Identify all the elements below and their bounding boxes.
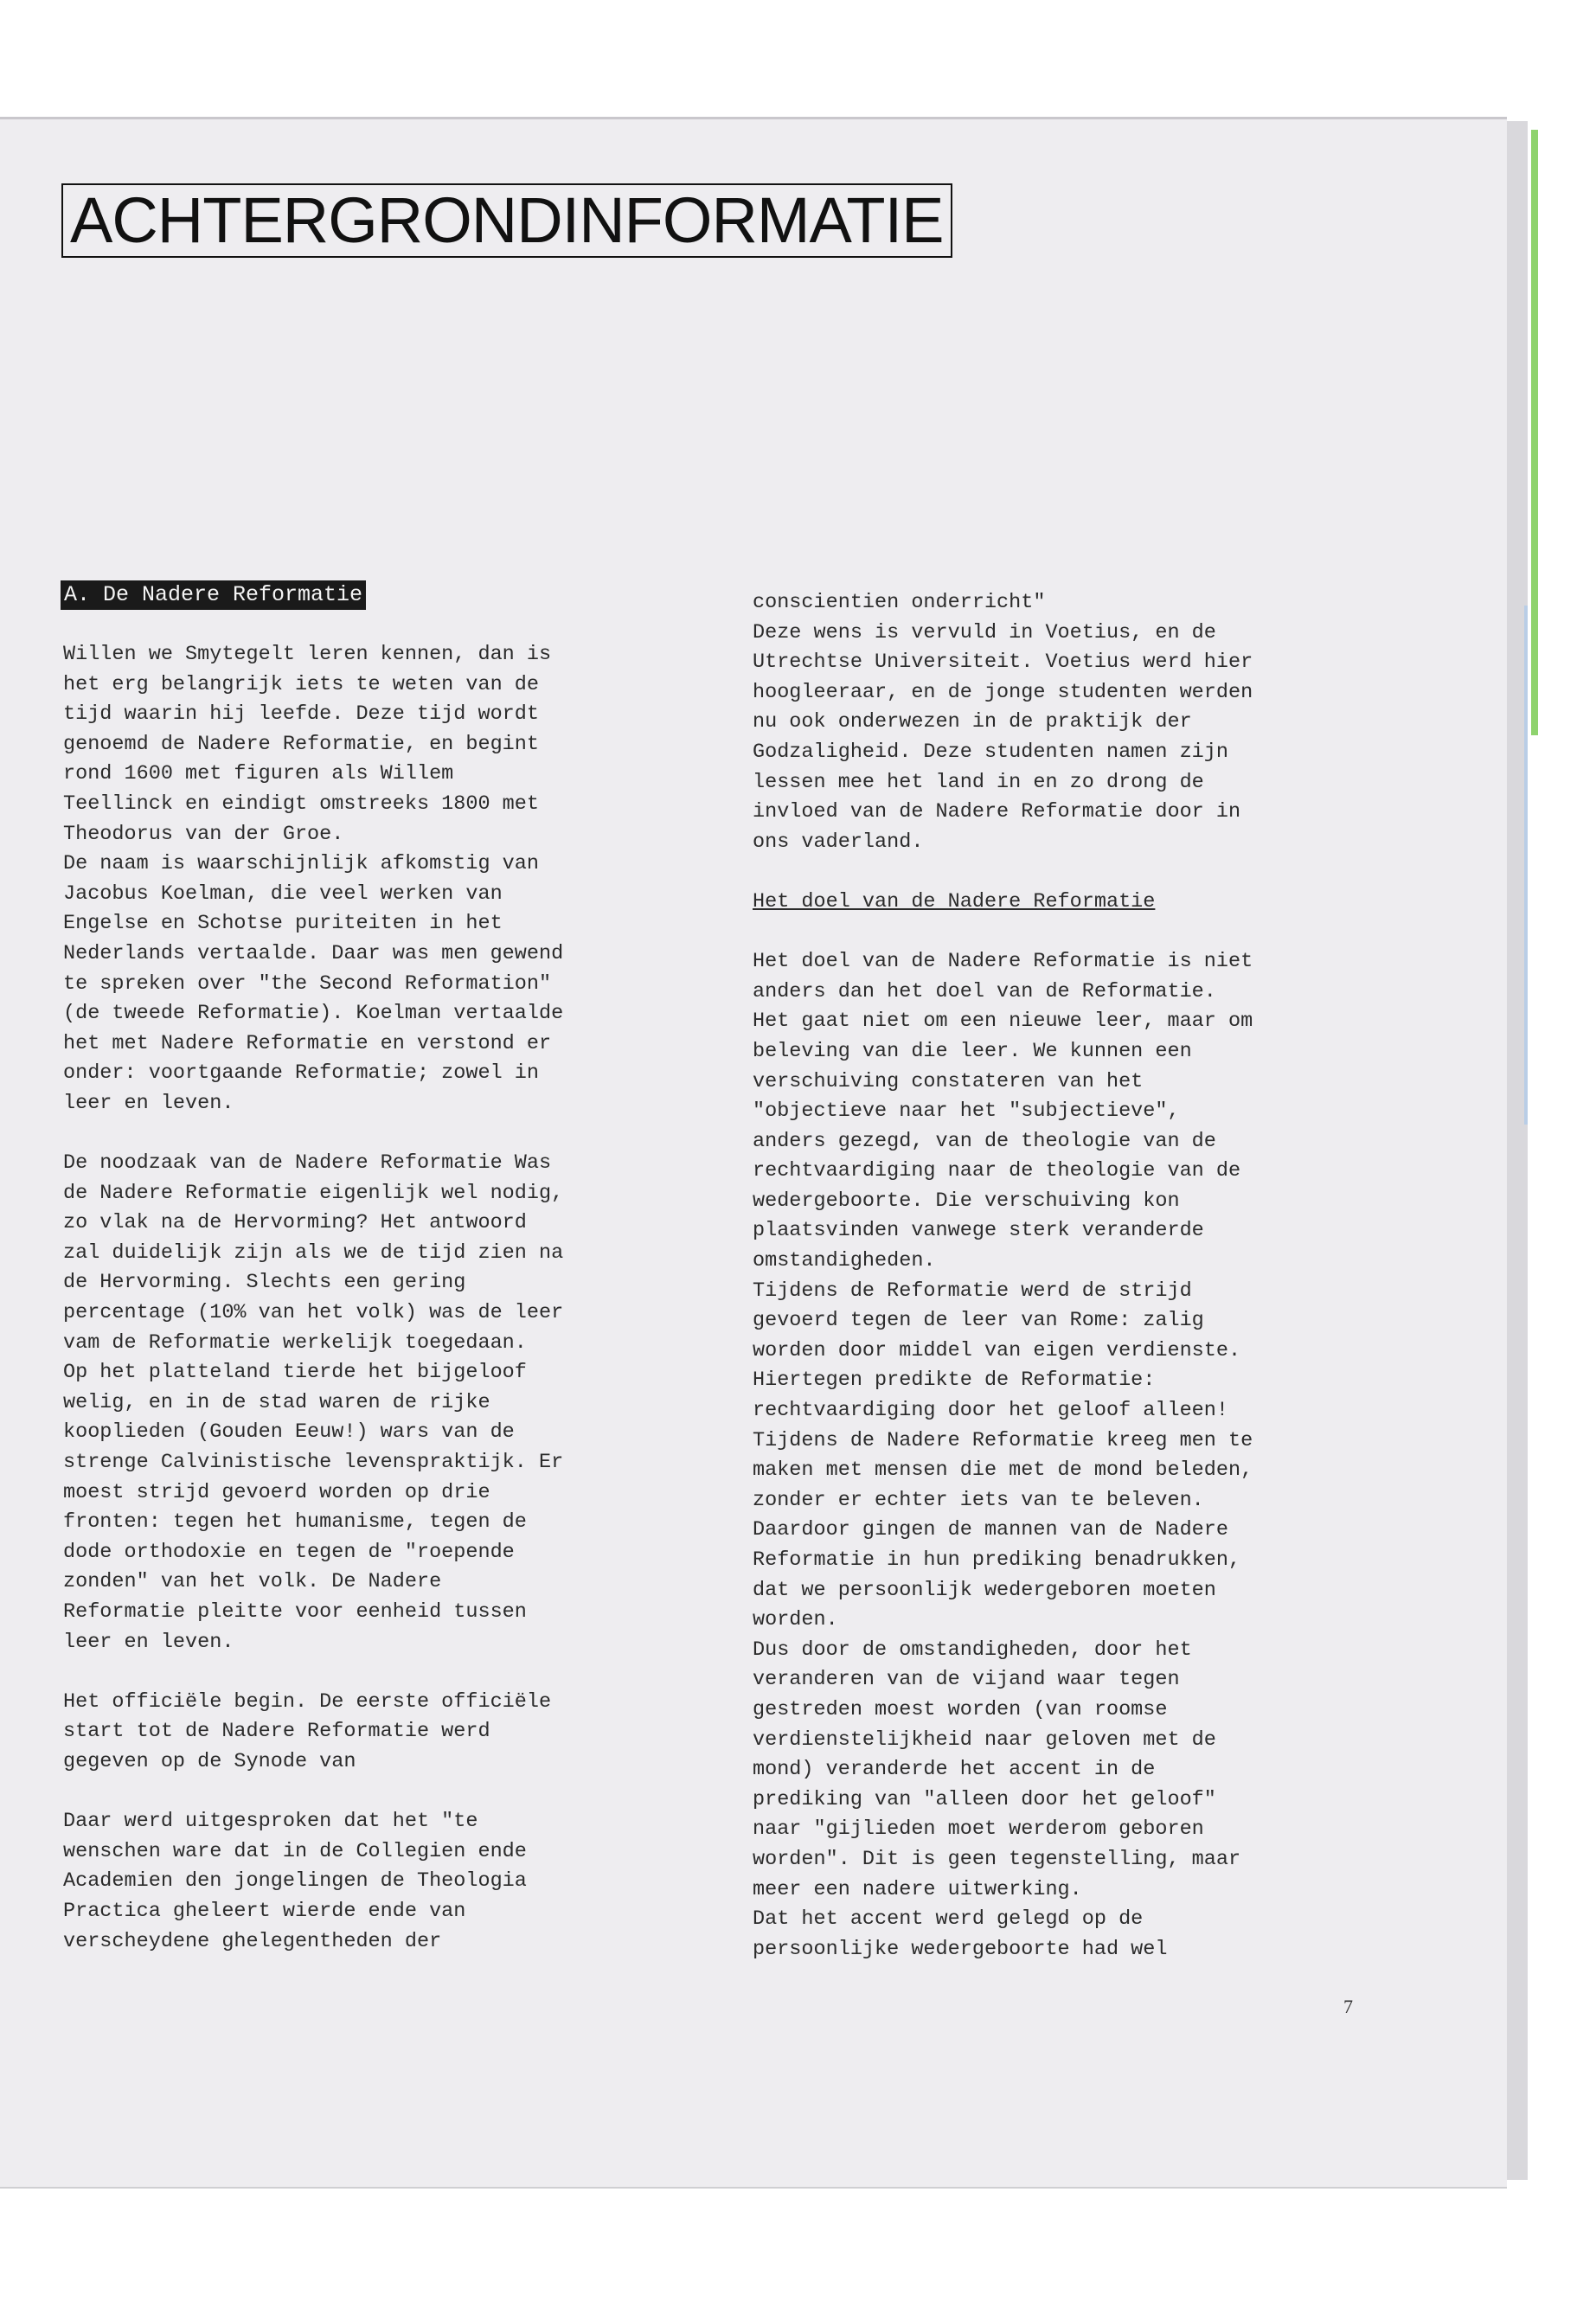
text-line: Academien den jongelingen de Theologia xyxy=(63,1869,527,1894)
page-title: ACHTERGRONDINFORMATIE xyxy=(61,183,952,258)
text-line: ons vaderland. xyxy=(753,830,924,854)
text-line: persoonlijke wedergeboorte had wel xyxy=(753,1937,1168,1961)
text-line: De naam is waarschijnlijk afkomstig van xyxy=(63,852,539,876)
blank-line xyxy=(63,1119,563,1150)
text-line: dode orthodoxie en tegen de "roepende xyxy=(63,1540,515,1564)
text-line: verscheydene ghelegentheden der xyxy=(63,1929,442,1953)
text-line: worden door middel van eigen verdienste. xyxy=(753,1338,1241,1362)
blank-line xyxy=(753,857,1253,888)
text-line: mond) veranderde het accent in de xyxy=(753,1758,1156,1782)
text-line: (de tweede Reformatie). Koelman vertaalde xyxy=(63,1002,564,1026)
text-line: worden. xyxy=(753,1608,838,1632)
text-line: plaatsvinden vanwege sterk veranderde xyxy=(753,1219,1204,1243)
text-line: Nederlands vertaalde. Daar was men gewend xyxy=(63,941,564,965)
text-line: vam de Reformatie werkelijk toegedaan. xyxy=(63,1330,527,1355)
text-line: genoemd de Nadere Reformatie, en begint xyxy=(63,732,539,756)
text-line: gestreden moest worden (van roomse xyxy=(753,1697,1168,1721)
text-line: hoogleeraar, en de jonge studenten werden xyxy=(753,680,1253,704)
text-line: Dat het accent werd gelegd op de xyxy=(753,1907,1144,1932)
text-line: Hiertegen predikte de Reformatie: xyxy=(753,1368,1156,1393)
text-line: moest strijd gevoerd worden op drie xyxy=(63,1480,490,1504)
text-line: Reformatie pleitte voor eenheid tussen xyxy=(63,1600,527,1624)
blank-line xyxy=(63,1657,563,1688)
text-line: leer en leven. xyxy=(63,1630,234,1654)
text-line: anders dan het doel van de Reformatie. xyxy=(753,979,1216,1003)
text-line: Daar werd uitgesproken dat het "te xyxy=(63,1810,478,1834)
text-line: gevoerd tegen de leer van Rome: zalig xyxy=(753,1309,1204,1333)
text-line: de Nadere Reformatie eigenlijk wel nodig, xyxy=(63,1181,564,1205)
text-line: naar "gijlieden moet werderom geboren xyxy=(753,1817,1204,1842)
text-line: onder: voortgaande Reformatie; zowel in xyxy=(63,1061,539,1086)
text-line: lessen mee het land in en zo drong de xyxy=(753,770,1204,794)
text-line: gegeven op de Synode van xyxy=(63,1749,356,1773)
text-line: Het gaat niet om een nieuwe leer, maar om xyxy=(753,1009,1253,1034)
text-line: Het doel van de Nadere Reformatie is niet xyxy=(753,950,1253,974)
text-line: conscientien onderricht" xyxy=(753,591,1046,614)
text-line: het met Nadere Reformatie en verstond er xyxy=(63,1031,552,1055)
text-line: Dus door de omstandigheden, door het xyxy=(753,1638,1192,1662)
text-line: wedergeboorte. Die verschuiving kon xyxy=(753,1189,1180,1213)
text-line: te spreken over "the Second Reformation" xyxy=(63,971,552,996)
left-column xyxy=(63,640,563,1957)
text-line: zal duidelijk zijn als we de tijd zien na xyxy=(63,1240,564,1265)
text-line: percentage (10% van het volk) was de leer xyxy=(63,1301,564,1325)
page-edge-shadow xyxy=(1507,121,1528,2180)
text-line: start tot de Nadere Reformatie werd xyxy=(63,1720,490,1744)
text-line: nu ook onderwezen in de praktijk der xyxy=(753,710,1192,734)
text-line: anders gezegd, van de theologie van de xyxy=(753,1129,1216,1153)
text-line: Daardoor gingen de mannen van de Nadere xyxy=(753,1518,1228,1542)
text-line: Op het platteland tierde het bijgeloof xyxy=(63,1361,527,1385)
text-line: Theodorus van der Groe. xyxy=(63,822,344,846)
text-line: Het officiële begin. De eerste officiële xyxy=(63,1689,552,1714)
text-line: wenschen ware dat in de Collegien ende xyxy=(63,1839,527,1863)
text-line: Tijdens de Reformatie werd de strijd xyxy=(753,1279,1192,1303)
subheading: Het doel van de Nadere Reformatie xyxy=(753,889,1156,913)
text-line: "objectieve naar het "subjectieve", xyxy=(753,1099,1180,1124)
text-line: dat we persoonlijk wedergeboren moeten xyxy=(753,1578,1216,1602)
text-line: verschuiving constateren van het xyxy=(753,1069,1144,1093)
text-line: fronten: tegen het humanisme, tegen de xyxy=(63,1510,527,1535)
binder-edge-green xyxy=(1531,130,1538,735)
right-column xyxy=(753,588,1253,1965)
text-line: Utrechtse Universiteit. Voetius werd hier xyxy=(753,651,1253,675)
text-line: Teellinck en eindigt omstreeks 1800 met xyxy=(63,792,539,816)
page-number: 7 xyxy=(1343,1996,1353,2017)
text-line: zo vlak na de Hervorming? Het antwoord xyxy=(63,1211,527,1235)
text-line: rechtvaardiging naar de theologie van de xyxy=(753,1159,1241,1183)
text-line: invloed van de Nadere Reformatie door in xyxy=(753,800,1241,824)
blank-line xyxy=(63,1778,563,1808)
text-line: zonder er echter iets van te beleven. xyxy=(753,1488,1204,1512)
text-line: worden". Dit is geen tegenstelling, maar xyxy=(753,1847,1241,1871)
blank-line xyxy=(753,918,1253,948)
text-line: welig, en in de stad waren de rijke xyxy=(63,1390,490,1414)
text-line: Engelse en Schotse puriteiten in het xyxy=(63,912,503,936)
text-line: Tijdens de Nadere Reformatie kreeg men te xyxy=(753,1428,1253,1452)
text-line: beleving van die leer. We kunnen een xyxy=(753,1039,1192,1063)
text-line: veranderen van de vijand waar tegen xyxy=(753,1668,1180,1692)
binder-edge-blue xyxy=(1524,606,1528,1125)
text-line: rechtvaardiging door het geloof alleen! xyxy=(753,1399,1228,1423)
text-line: strenge Calvinistische levenspraktijk. Er xyxy=(63,1451,564,1475)
text-line: rond 1600 met figuren als Willem xyxy=(63,762,454,786)
text-line: Jacobus Koelman, die veel werken van xyxy=(63,881,503,906)
section-heading: A. De Nadere Reformatie xyxy=(61,580,366,610)
text-line: verdienstelijkheid naar geloven met de xyxy=(753,1727,1216,1752)
text-line: Willen we Smytegelt leren kennen, dan is xyxy=(63,643,552,666)
text-line: prediking van "alleen door het geloof" xyxy=(753,1787,1216,1811)
text-line: De noodzaak van de Nadere Reformatie Was xyxy=(63,1151,552,1176)
text-line: kooplieden (Gouden Eeuw!) wars van de xyxy=(63,1420,515,1445)
text-line: het erg belangrijk iets te weten van de xyxy=(63,672,539,696)
text-line: tijd waarin hij leefde. Deze tijd wordt xyxy=(63,702,539,727)
text-line: de Hervorming. Slechts een gering xyxy=(63,1271,466,1295)
text-line: Reformatie in hun prediking benadrukken, xyxy=(753,1548,1241,1572)
text-line: Practica gheleert wierde ende van xyxy=(63,1899,466,1923)
text-line: Deze wens is vervuld in Voetius, en de xyxy=(753,620,1216,644)
text-line: maken met mensen die met de mond beleden, xyxy=(753,1458,1253,1483)
text-line: omstandigheden. xyxy=(753,1249,936,1273)
text-line: leer en leven. xyxy=(63,1091,234,1115)
text-line: zonden" van het volk. De Nadere xyxy=(63,1570,442,1594)
text-line: Godzaligheid. Deze studenten namen zijn xyxy=(753,740,1228,764)
text-line: meer een nadere uitwerking. xyxy=(753,1877,1082,1901)
